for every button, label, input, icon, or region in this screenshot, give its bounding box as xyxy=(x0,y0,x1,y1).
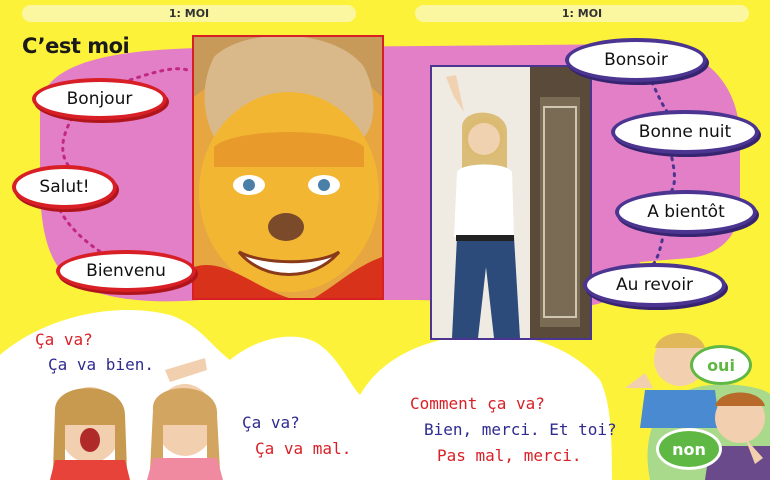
page-title: C’est moi xyxy=(22,34,130,58)
answer-bubble-oui: oui xyxy=(690,345,752,385)
dialogue-answer-bottom: Ça va mal. xyxy=(255,439,352,458)
greeting-bubble-bienvenu: Bienvenu xyxy=(56,250,196,292)
greeting-bubble-bonne-nuit: Bonne nuit xyxy=(611,110,759,154)
dialogue-center-question: Comment ça va? xyxy=(410,394,545,413)
dialogue-question-top: Ça va? xyxy=(35,330,93,349)
photo-face-paint-child xyxy=(192,35,384,300)
dialogue-answer-top: Ça va bien. xyxy=(48,355,154,374)
greeting-bubble-a-bientot: A bientôt xyxy=(615,190,757,234)
dialogue-question-bottom: Ça va? xyxy=(242,413,300,432)
greeting-bubble-salut: Salut! xyxy=(12,165,117,209)
photo-woman-waving xyxy=(430,65,592,340)
woman-waving-illustration xyxy=(432,67,590,338)
dialogue-center-answer-1: Bien, merci. Et toi? xyxy=(424,420,617,439)
page-header-left: 1: MOI xyxy=(22,5,356,22)
greeting-bubble-au-revoir: Au revoir xyxy=(583,263,726,307)
face-paint-illustration xyxy=(194,37,382,298)
greeting-bubble-bonsoir: Bonsoir xyxy=(565,38,707,82)
answer-bubble-non: non xyxy=(656,428,722,470)
page-header-right: 1: MOI xyxy=(415,5,749,22)
dialogue-center-answer-2: Pas mal, merci. xyxy=(437,446,582,465)
greeting-bubble-bonjour: Bonjour xyxy=(32,78,167,120)
